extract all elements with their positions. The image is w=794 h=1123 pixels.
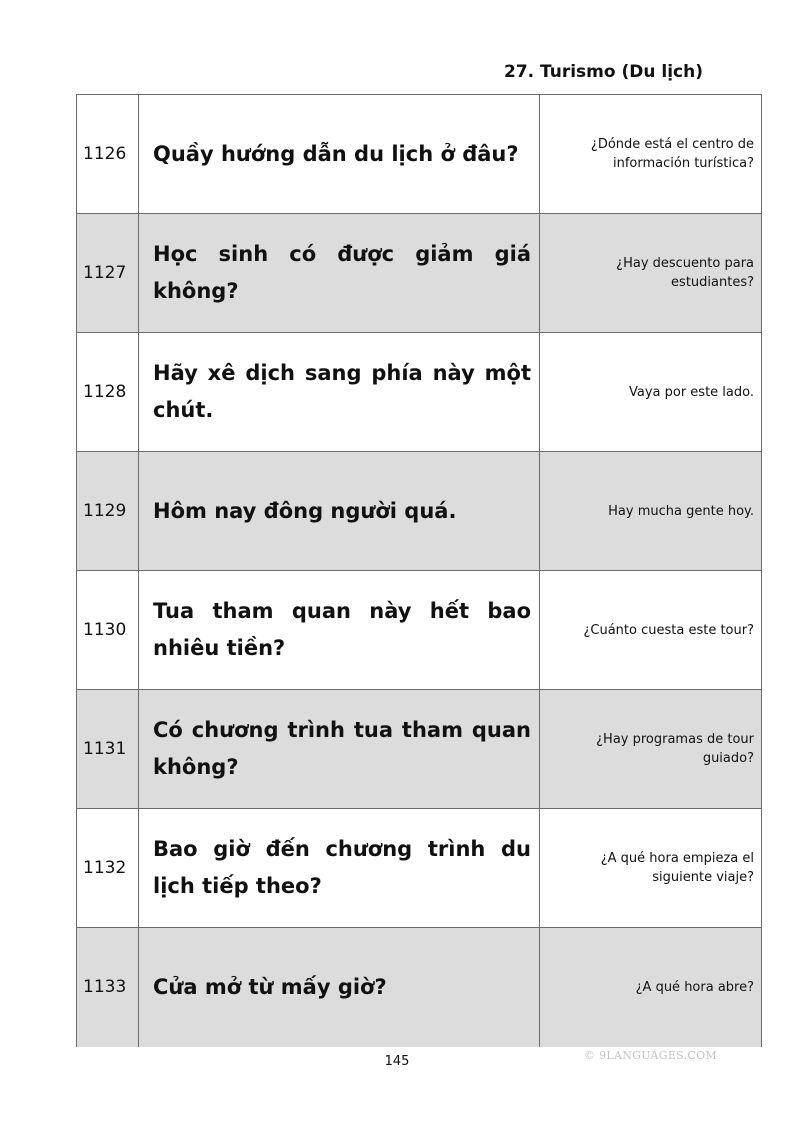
vietnamese-phrase: Tua tham quan này hết bao nhiêu tiền? [139,571,540,690]
spanish-translation: Vaya por este lado. [540,333,762,452]
table-row [77,571,762,690]
spanish-translation: Hay mucha gente hoy. [540,452,762,571]
phrase-number: 1129 [77,452,139,571]
spanish-translation: ¿A qué hora abre? [540,928,762,1047]
vietnamese-phrase: Quầy hướng dẫn du lịch ở đâu? [139,95,540,214]
spanish-translation: ¿A qué hora empieza el siguiente viaje? [540,809,762,928]
page-number: 145 [384,1054,410,1069]
table-row [77,452,762,571]
vietnamese-phrase: Học sinh có được giảm giá không? [139,214,540,333]
phrase-number: 1126 [77,95,139,214]
table-row [77,690,762,809]
phrase-number: 1130 [77,571,139,690]
table-row [77,928,762,1047]
spanish-translation: ¿Cuánto cuesta este tour? [540,571,762,690]
vietnamese-phrase: Hãy xê dịch sang phía này một chút. [139,333,540,452]
section-title: 27. Turismo (Du lịch) [503,62,703,82]
table-row [77,333,762,452]
phrase-number: 1128 [77,333,139,452]
vietnamese-phrase: Bao giờ đến chương trình du lịch tiếp theo? [139,809,540,928]
table-row [77,214,762,333]
phrase-number: 1133 [77,928,139,1047]
phrase-number: 1131 [77,690,139,809]
phrase-number: 1127 [77,214,139,333]
spanish-translation: ¿Hay programas de tour guiado? [540,690,762,809]
phrase-number: 1132 [77,809,139,928]
vietnamese-phrase: Hôm nay đông người quá. [139,452,540,571]
vietnamese-phrase: Cửa mở từ mấy giờ? [139,928,540,1047]
vietnamese-phrase: Có chương trình tua tham quan không? [139,690,540,809]
copyright-watermark: © 9LANGUAGES.COM [584,1049,717,1062]
phrase-table [76,94,762,1047]
table-row [77,809,762,928]
spanish-translation: ¿Hay descuento para estudiantes? [540,214,762,333]
table-row [77,95,762,214]
spanish-translation: ¿Dónde está el centro de información turística? [540,95,762,214]
